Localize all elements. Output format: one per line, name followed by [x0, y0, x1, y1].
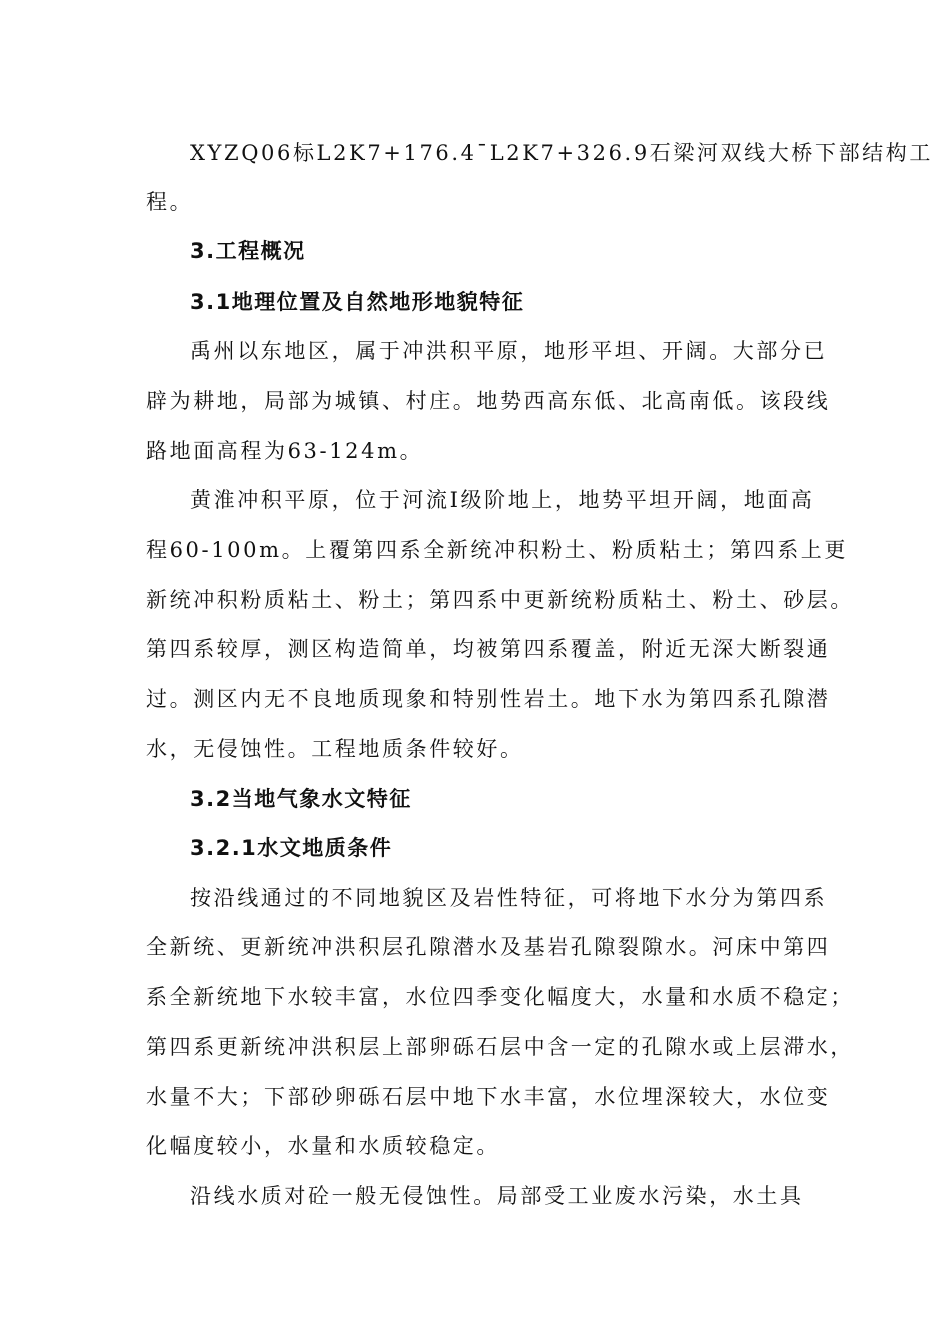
- para-3-line-4: 第四系更新统冲洪积层上部卵砾石层中含一定的孔隙水或上层滞水，: [146, 1035, 854, 1059]
- intro-line-2: 程。: [146, 190, 194, 214]
- para-2-line-2: 程60-100m。上覆第四系全新统冲积粉土、粉质粘土；第四系上更: [146, 538, 849, 562]
- para-3-line-2: 全新统、更新统冲洪积层孔隙潜水及基岩孔隙裂隙水。河床中第四: [146, 935, 831, 959]
- intro-line-1: XYZQ06标L2K7+176.4¯L2K7+326.9石梁河双线大桥下部结构工: [190, 141, 933, 165]
- para-2-line-6: 水，无侵蚀性。工程地质条件较好。: [146, 737, 524, 761]
- section-3-2-heading: 3.2当地气象水文特征: [190, 787, 412, 811]
- para-4-line-1: 沿线水质对砼一般无侵蚀性。局部受工业废水污染，水土具: [190, 1184, 804, 1208]
- para-2-line-5: 过。测区内无不良地质现象和特别性岩土。地下水为第四系孔隙潜: [146, 687, 831, 711]
- para-1-line-2: 辟为耕地，局部为城镇、村庄。地势西高东低、北高南低。该段线: [146, 389, 831, 413]
- section-3-heading: 3.工程概况: [190, 239, 306, 263]
- para-2-line-3: 新统冲积粉质粘土、粉土；第四系中更新统粉质粘土、粉土、砂层。: [146, 588, 854, 612]
- para-1-line-3: 路地面高程为63-124m。: [146, 439, 424, 463]
- para-1-line-1: 禹州以东地区，属于冲洪积平原，地形平坦、开阔。大部分已: [190, 339, 828, 363]
- para-3-line-3: 系全新统地下水较丰富，水位四季变化幅度大，水量和水质不稳定；: [146, 985, 854, 1009]
- section-3-1-heading: 3.1地理位置及自然地形地貌特征: [190, 290, 525, 314]
- section-3-2-1-heading: 3.2.1水文地质条件: [190, 836, 393, 860]
- para-2-line-4: 第四系较厚，测区构造简单，均被第四系覆盖，附近无深大断裂通: [146, 637, 831, 661]
- para-3-line-1: 按沿线通过的不同地貌区及岩性特征，可将地下水分为第四系: [190, 886, 828, 910]
- para-2-line-1: 黄淮冲积平原，位于河流Ⅰ级阶地上，地势平坦开阔，地面高: [190, 488, 815, 512]
- para-3-line-6: 化幅度较小，水量和水质较稳定。: [146, 1134, 500, 1158]
- para-3-line-5: 水量不大；下部砂卵砾石层中地下水丰富，水位埋深较大，水位变: [146, 1085, 831, 1109]
